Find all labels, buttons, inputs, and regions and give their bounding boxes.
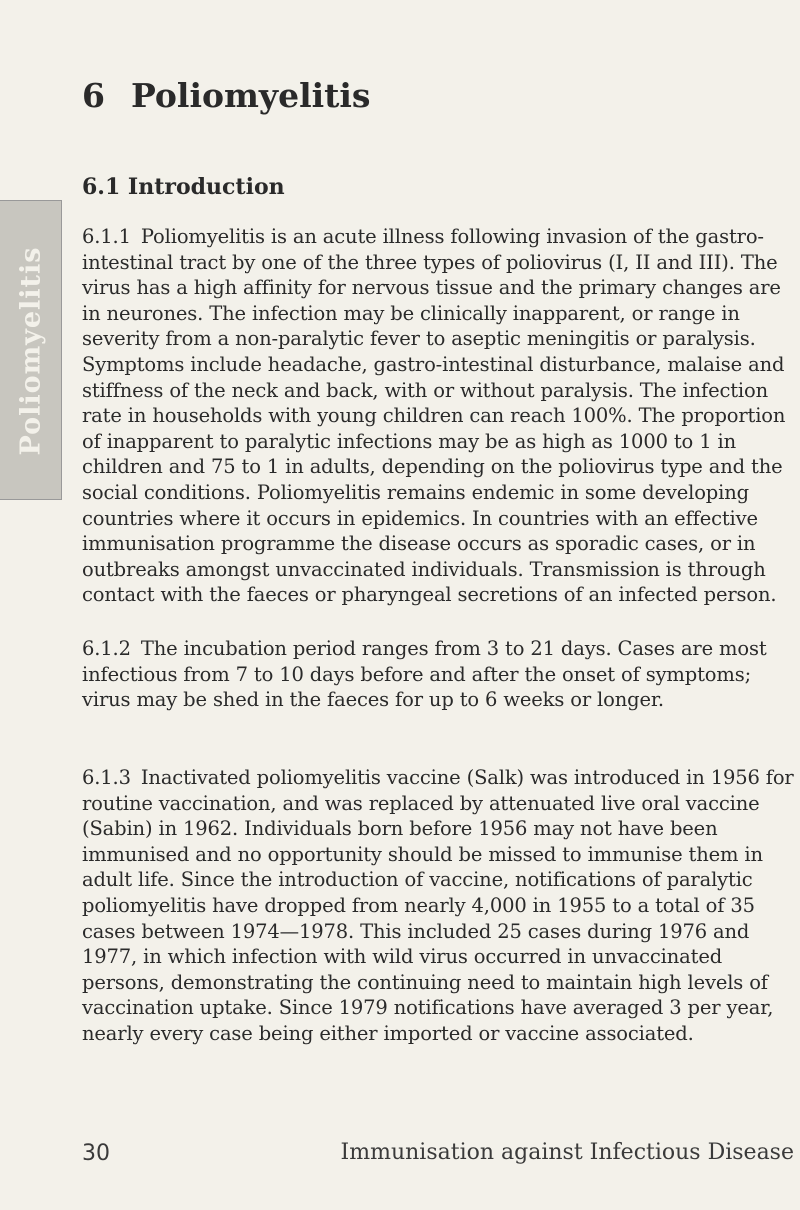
chapter-side-tab	[0, 200, 62, 500]
paragraph-text: Inactivated poliomyelitis vaccine (Salk) was introduced in 1956 for routine vaccination, and was replaced by attenuated live oral vaccine (Sabin) in 1962. Individuals born before 1956 may not have been immunised and no opportunity should be missed to immunise them in adult life. Since the introduction of vaccine, notifications of paralytic poliomyelitis have dropped from nearly 4,000 in 1955 to a total of 35 cases between 1974—1978. This included 25 cases during 1976 and 1977, in which infection with wild virus occurred in unvaccinated persons, demonstrating the continuing need to maintain high levels of vaccination uptake. Since 1979 notifications have averaged 3 per year, nearly every case being either imported or vaccine associated.	[82, 766, 794, 1045]
paragraph-number: 6.1.2	[82, 637, 131, 660]
paragraph-text: The incubation period ranges from 3 to 21 days. Cases are most infectious from 7 to 10 days before and after the onset of symptoms; virus may be shed in the faeces for up to 6 weeks or longer.	[82, 637, 767, 712]
paragraph-number: 6.1.1	[82, 225, 131, 248]
side-tab-label: Poliomyelitis	[15, 246, 47, 456]
chapter-title-text: Poliomyelitis	[130, 76, 371, 115]
paragraph-6-1-3	[82, 765, 794, 1047]
paragraph-text: Poliomyelitis is an acute illness following invasion of the gastro-intestinal tract by one of the three types of poliovirus (I, II and III). The virus has a high affinity for nervous tissue and the primary changes are in neurones. The infection may be clinically inapparent, or range in severity from a non-paralytic fever to aseptic meningitis or paralysis. Symptoms include headache, gastro-intestinal disturbance, malaise and stiffness of the neck and back, with or without paralysis. The infection rate in households with young children can reach 100%. The proportion of inapparent to paralytic infections may be as high as 1000 to 1 in children and 75 to 1 in adults, depending on the poliovirus type and the social conditions. Poliomyelitis remains endemic in some developing countries where it occurs in epidemics. In countries with an effective immunisation programme the disease occurs as sporadic cases, or in outbreaks amongst unvaccinated individuals. Transmission is through contact with the faeces or pharyngeal secretions of an infected person.	[82, 225, 786, 607]
chapter-title	[82, 76, 371, 115]
chapter-number: 6	[82, 76, 105, 115]
book-title: Immunisation against Infectious Disease	[340, 1140, 794, 1165]
paragraph-6-1-1	[82, 224, 794, 608]
page-number: 30	[82, 1141, 110, 1166]
section-title: 6.1 Introduction	[82, 174, 285, 200]
paragraph-6-1-2	[82, 636, 794, 713]
paragraph-number: 6.1.3	[82, 766, 131, 789]
